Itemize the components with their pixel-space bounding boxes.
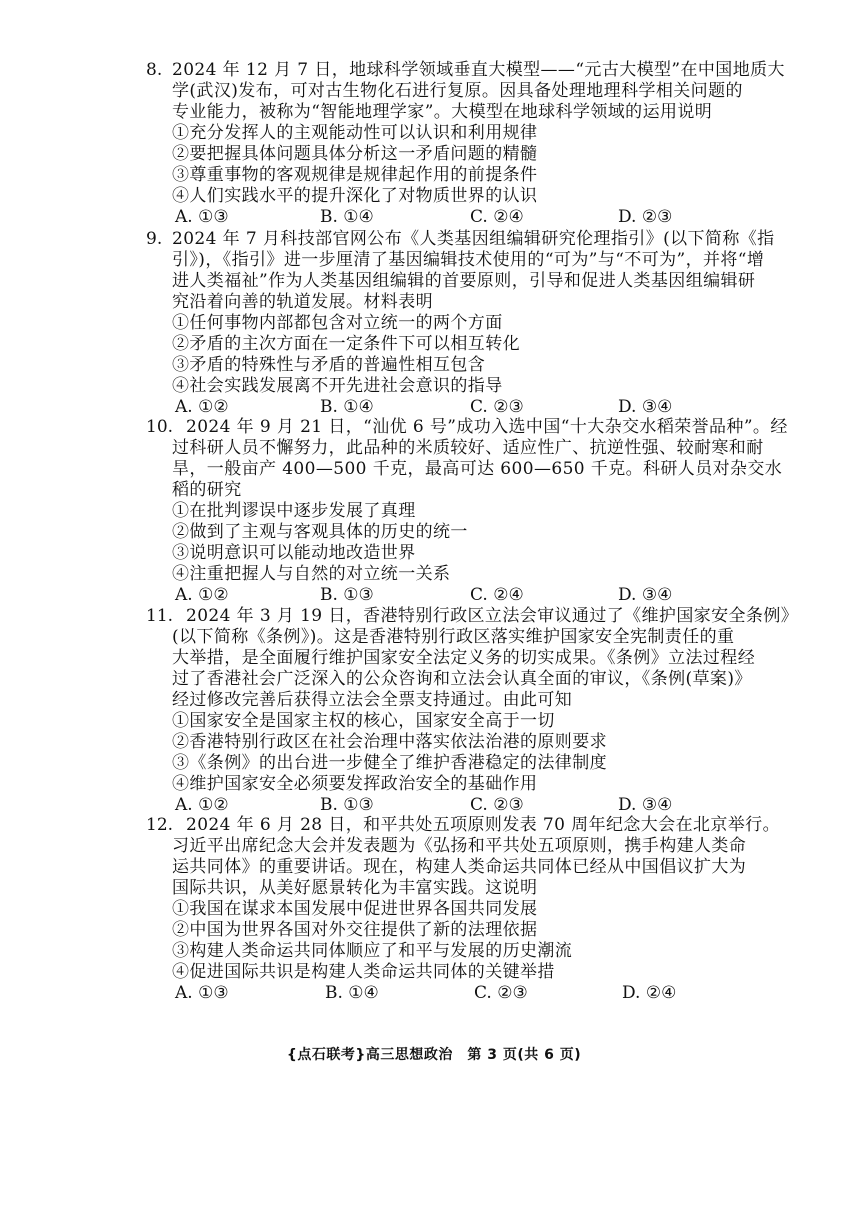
- statement-2: ②中国为世界各国对外交往提供了新的法理依据: [172, 920, 538, 940]
- option-d: D. ③④: [618, 585, 673, 605]
- statement-4: ④维护国家安全必须要发挥政治安全的基础作用: [172, 774, 538, 794]
- statement-1: ①任何事物内部都包含对立统一的两个方面: [172, 313, 503, 333]
- statement-4: ④人们实践水平的提升深化了对物质世界的认识: [172, 186, 538, 206]
- statement-2: ②要把握具体问题具体分析这一矛盾问题的精髓: [172, 144, 538, 164]
- option-c: C. ②③: [470, 795, 524, 815]
- question-stem-line: (以下简称《条例》)。这是香港特别行政区落实维护国家安全宪制责任的重: [172, 627, 735, 647]
- question-stem-line: 2024 年 12 月 7 日，地球科学领域垂直大模型——“元古大模型”在中国地质大: [172, 60, 785, 80]
- option-b: B. ①④: [325, 983, 379, 1003]
- statement-1: ①我国在谋求本国发展中促进世界各国共同发展: [172, 899, 538, 919]
- question-number: 10.: [146, 417, 174, 437]
- question-stem-line: 经过修改完善后获得立法会全票支持通过。由此可知: [172, 690, 573, 710]
- statement-2: ②做到了主观与客观具体的历史的统一: [172, 522, 468, 542]
- question-stem-line: 引》)，《指引》进一步厘清了基因编辑技术使用的“可为”与“不可为”，并将“增: [172, 250, 765, 270]
- option-a: A. ①②: [175, 397, 229, 417]
- question-stem-line: 2024 年 9 月 21 日，“汕优 6 号”成功入选中国“十大杂交水稻荣誉品种”。经: [186, 417, 788, 437]
- question-stem-line: 习近平出席纪念大会并发表题为《弘扬和平共处五项原则，携手构建人类命: [172, 836, 747, 856]
- question-stem-line: 稻的研究: [172, 480, 242, 500]
- option-b: B. ①④: [320, 397, 374, 417]
- option-a: A. ①②: [175, 795, 229, 815]
- option-b: B. ①④: [320, 207, 374, 227]
- question-number: 11.: [146, 606, 174, 626]
- question-stem-line: 过了香港社会广泛深入的公众咨询和立法会认真全面的审议，《条例(草案)》: [172, 669, 752, 689]
- option-d: D. ②④: [622, 983, 677, 1003]
- statement-4: ④社会实践发展离不开先进社会意识的指导: [172, 376, 503, 396]
- question-stem-line: 究沿着向善的轨道发展。材料表明: [172, 292, 433, 312]
- statement-3: ③说明意识可以能动地改造世界: [172, 543, 416, 563]
- option-a: A. ①②: [175, 585, 229, 605]
- question-stem-line: 过科研人员不懈努力，此品种的米质较好、适应性广、抗逆性强、较耐寒和耐: [172, 438, 764, 458]
- option-d: D. ②③: [618, 207, 673, 227]
- question-stem-line: 旱，一般亩产 400—500 千克，最高可达 600—650 千克。科研人员对杂交水: [172, 459, 783, 479]
- option-b: B. ①③: [320, 585, 374, 605]
- statement-3: ③构建人类命运共同体顺应了和平与发展的历史潮流: [172, 941, 573, 961]
- option-b: B. ①③: [320, 795, 374, 815]
- option-c: C. ②④: [470, 585, 524, 605]
- option-d: D. ③④: [618, 795, 673, 815]
- question-number: 8.: [146, 60, 163, 80]
- question-stem-line: 进人类福祉”作为人类基因组编辑的首要原则，引导和促进人类基因组编辑研: [172, 271, 756, 291]
- statement-3: ③《条例》的出台进一步健全了维护香港稳定的法律制度: [172, 753, 607, 773]
- statement-3: ③尊重事物的客观规律是规律起作用的前提条件: [172, 165, 538, 185]
- statement-2: ②香港特别行政区在社会治理中落实依法治港的原则要求: [172, 732, 607, 752]
- question-stem-line: 国际共识，从美好愿景转化为丰富实践。这说明: [172, 878, 538, 898]
- statement-3: ③矛盾的特殊性与矛盾的普遍性相互包含: [172, 355, 486, 375]
- statement-1: ①在批判谬误中逐步发展了真理: [172, 501, 416, 521]
- statement-4: ④注重把握人与自然的对立统一关系: [172, 564, 451, 584]
- option-c: C. ②③: [470, 397, 524, 417]
- question-stem-line: 2024 年 7 月科技部官网公布《人类基因组编辑研究伦理指引》(以下简称《指: [172, 229, 775, 249]
- question-stem-line: 大举措，是全面履行维护国家安全法定义务的切实成果。《条例》立法过程经: [172, 648, 756, 668]
- question-stem-line: 学(武汉)发布，可对古生物化石进行复原。因具备处理地理科学相关问题的: [172, 81, 743, 101]
- option-c: C. ②④: [470, 207, 524, 227]
- statement-4: ④促进国际共识是构建人类命运共同体的关键举措: [172, 962, 555, 982]
- statement-1: ①国家安全是国家主权的核心，国家安全高于一切: [172, 711, 555, 731]
- option-c: C. ②③: [474, 983, 528, 1003]
- question-stem-line: 运共同体》的重要讲话。现在，构建人类命运共同体已经从中国倡议扩大为: [172, 857, 747, 877]
- question-stem-line: 2024 年 3 月 19 日，香港特别行政区立法会审议通过了《维护国家安全条例》: [186, 606, 799, 626]
- question-stem-line: 专业能力，被称为“智能地理学家”。大模型在地球科学领域的运用说明: [172, 102, 713, 122]
- statement-2: ②矛盾的主次方面在一定条件下可以相互转化: [172, 334, 520, 354]
- option-a: A. ①③: [175, 207, 229, 227]
- statement-1: ①充分发挥人的主观能动性可以认识和利用规律: [172, 123, 538, 143]
- page-footer: {点石联考}高三思想政治 第 3 页(共 6 页): [286, 1047, 582, 1063]
- option-d: D. ③④: [618, 397, 673, 417]
- question-number: 9.: [146, 229, 163, 249]
- question-number: 12.: [146, 815, 174, 835]
- option-a: A. ①③: [175, 983, 229, 1003]
- question-stem-line: 2024 年 6 月 28 日，和平共处五项原则发表 70 周年纪念大会在北京举行。: [186, 815, 780, 835]
